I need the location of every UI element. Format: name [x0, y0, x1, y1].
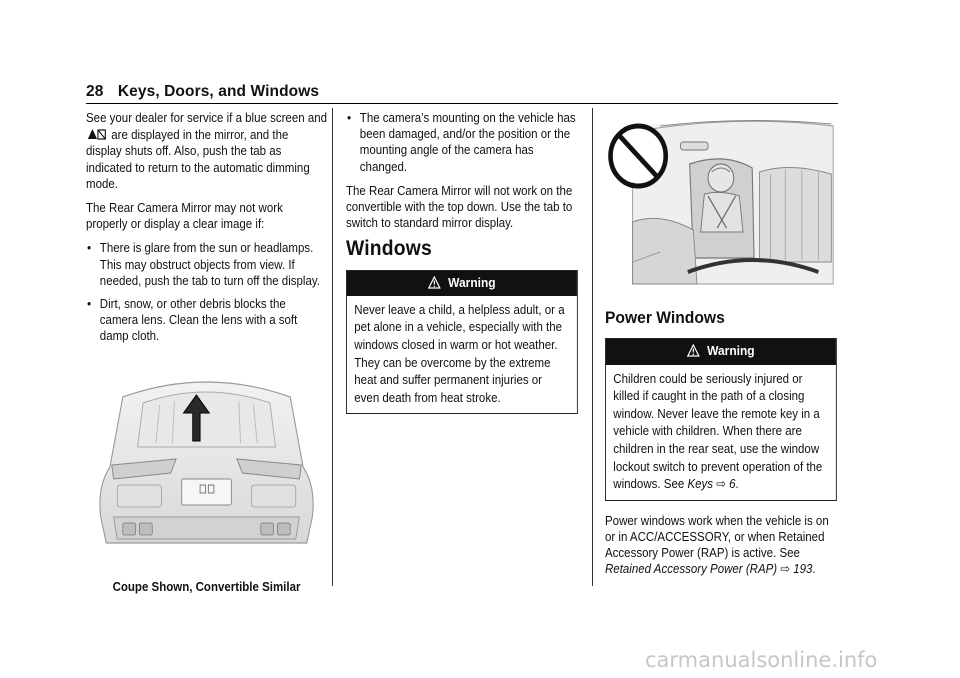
- link-rap-page[interactable]: 193: [793, 562, 813, 577]
- column-middle: [346, 110, 578, 426]
- section-heading-windows: Windows: [346, 237, 432, 261]
- warning-text: Never leave a child, a helpless adult, or a pet alone in a vehicle, especially with the windows closed in warm or hot weather. They can be overcome by the extreme heat and suffer permanent injuries or even death from heat stroke.: [354, 302, 565, 405]
- bullet-list-camera: [346, 110, 578, 175]
- para-end: .: [812, 562, 816, 577]
- column-divider-2: [592, 108, 593, 586]
- camera-off-icon: [86, 126, 108, 142]
- section-title: Keys, Doors, and Windows: [117, 83, 320, 100]
- warning-triangle-icon: [687, 344, 700, 357]
- warning-header: [347, 271, 577, 296]
- warning-text: [606, 365, 836, 500]
- column-divider-1: [332, 108, 333, 586]
- paragraph-may-not-work: The Rear Camera Mirror may not work properly or display a clear image if:: [86, 201, 283, 232]
- car-rear-illustration: [86, 367, 327, 567]
- child-in-car-illustration: [605, 112, 837, 292]
- warning-text-body: Children could be seriously injured or killed if caught in the path of a closing window. Never leave the remote key in a vehicle with children. When there are children in the rear seat, use the window lockout switch to prevent operation of the windows. See: [613, 371, 823, 492]
- para1-text-c: are displayed in the mirror, and the display shuts off. Also, push the tab as indicated to return to the automatic dimming mode.: [86, 128, 310, 191]
- paragraph-power-windows: [605, 513, 837, 578]
- column-right: [605, 110, 837, 586]
- warning-triangle-icon: [428, 276, 441, 289]
- watermark: carmanualsonline.info: [645, 648, 878, 672]
- warning-label: Warning: [707, 343, 755, 359]
- list-item: ● Dirt, snow, or other debris blocks the camera lens. Clean the lens with a soft damp cloth.: [86, 296, 327, 345]
- list-item: ● The camera’s mounting on the vehicle has been damaged, and/or the position or the mounting angle of the camera has changed.: [346, 110, 578, 175]
- page-ref-arrow-icon: ⇨: [780, 562, 790, 577]
- para1-text-b: and: [307, 111, 328, 125]
- header-rule: [86, 103, 838, 104]
- link-keys[interactable]: Keys: [687, 477, 714, 492]
- page-ref-arrow-icon: ⇨: [716, 477, 726, 492]
- figure-caption: Coupe Shown, Convertible Similar: [112, 579, 301, 594]
- list-item: ● There is glare from the sun or headlamps. This may obstruct objects from view. If needed, push the tab to turn off the display.: [86, 240, 327, 289]
- warning-header: [606, 339, 836, 364]
- warning-box-windows: [346, 270, 578, 415]
- bullet-list: [86, 240, 327, 344]
- page-header: [86, 83, 319, 101]
- paragraph-convertible: The Rear Camera Mirror will not work on the convertible with the top down. Use the tab to switch to standard mirror display.: [346, 183, 573, 231]
- subheading-power-windows: Power Windows: [605, 308, 725, 328]
- warning-box-power-windows: [605, 338, 837, 500]
- warning-end: .: [735, 477, 739, 492]
- link-keys-page[interactable]: 6: [729, 477, 736, 492]
- page-number: 28: [86, 83, 104, 100]
- power-windows-text: Power windows work when the vehicle is on or in ACC/ACCESSORY, or when Retained Accessory Power (RAP) is active. See: [605, 513, 829, 561]
- warning-label: Warning: [448, 274, 496, 290]
- para1-text-a: See your dealer for service if a blue screen: [86, 111, 305, 125]
- column-left: [86, 110, 327, 595]
- link-rap[interactable]: Retained Accessory Power (RAP): [605, 562, 778, 577]
- paragraph-blue-screen: [86, 110, 327, 192]
